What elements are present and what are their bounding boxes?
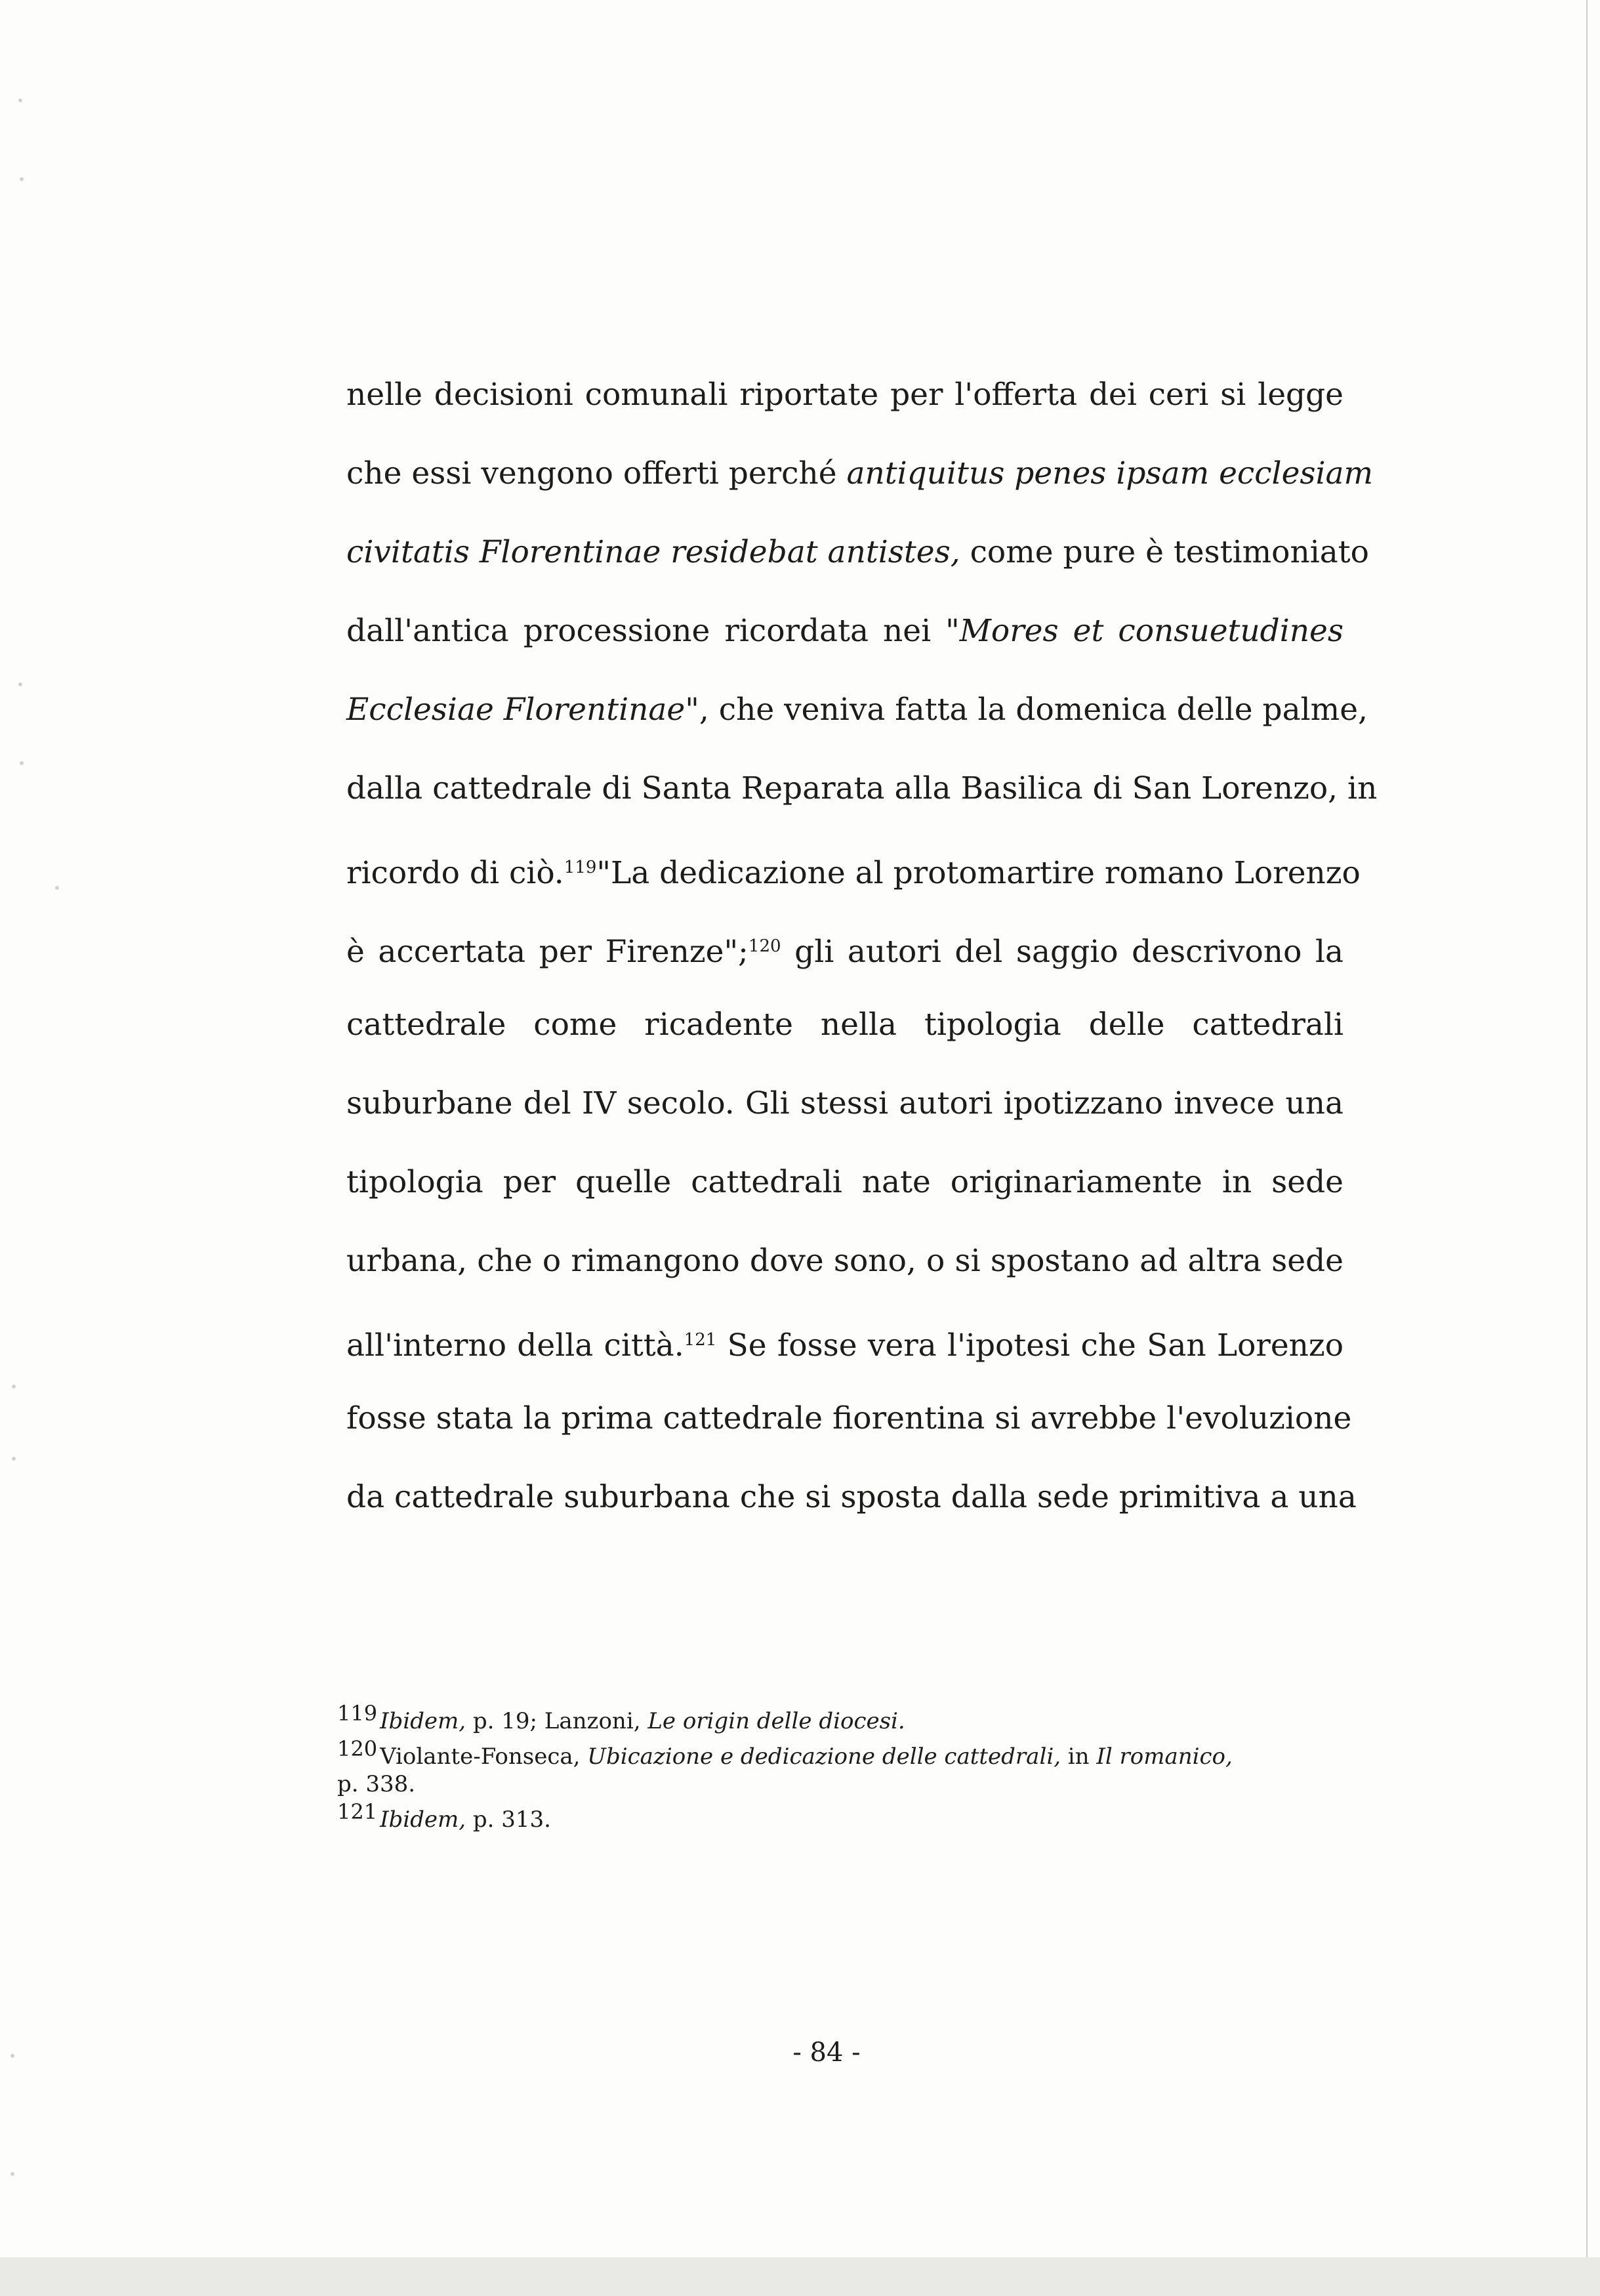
footnote-119: 119 Ibidem, p. 19; Lanzoni, Le origin delle diocesi. — [337, 1701, 905, 1734]
footnotes-section — [337, 1700, 1341, 1833]
text-line: fosse stata la prima cattedrale fiorentina si avrebbe l'evoluzione — [346, 1400, 1352, 1436]
footnote-ref-119: 119 — [564, 858, 597, 877]
punch-hole-mark — [18, 98, 22, 102]
text-line: all'interno della città.$^{121}$ Se fosse vera l'ipotesi che San Lorenzo — [346, 1327, 1344, 1364]
punch-hole-mark — [20, 177, 24, 181]
text-line: Ecclesiae Florentinae", che veniva fatta la domenica delle palme, — [346, 692, 1368, 728]
punch-hole-mark — [20, 761, 24, 765]
punch-hole-mark — [18, 682, 22, 686]
text-line: nelle decisioni comunali riportate per l'offerta dei ceri si legge — [346, 377, 1344, 413]
text-line: urbana, che o rimangono dove sono, o si spostano ad altra sede — [346, 1243, 1344, 1279]
scan-bottom-strip — [0, 2257, 1600, 2296]
text-line: tipologia per quelle cattedrali nate originariamente in sede — [346, 1164, 1344, 1200]
footnote-ref-121: 121 — [684, 1330, 717, 1350]
footnote-120-continuation: p. 338. — [337, 1771, 416, 1797]
punch-hole-mark — [10, 2172, 14, 2176]
text-line: che essi vengono offerti perché antiquitus penes ipsam ecclesiam — [346, 455, 1374, 491]
footnote-120: 120 Violante-Fonseca, Ubicazione e dedicazione delle cattedrali, in Il romanico, — [337, 1736, 1233, 1770]
main-paragraph — [346, 356, 1378, 1537]
page-number: - 84 - — [792, 2037, 861, 2068]
page-edge-shadow — [1586, 0, 1588, 2257]
text-line: dalla cattedrale di Santa Reparata alla Basilica di San Lorenzo, in — [346, 770, 1378, 806]
punch-hole-mark — [10, 2054, 14, 2058]
text-line: da cattedrale suburbana che si sposta dalla sede primitiva a una — [346, 1479, 1357, 1515]
footnote-121: 121 Ibidem, p. 313. — [337, 1799, 551, 1833]
text-line: è accertata per Firenze";$^{120}$ gli autori del saggio descrivono la — [346, 934, 1344, 970]
punch-hole-mark — [55, 886, 59, 890]
text-line: cattedrale come ricadente nella tipologia delle cattedrali — [346, 1007, 1344, 1043]
text-line: civitatis Florentinae residebat antistes, come pure è testimoniato — [346, 534, 1369, 570]
punch-hole-mark — [12, 1385, 16, 1388]
punch-hole-mark — [12, 1457, 16, 1461]
text-line: suburbane del IV secolo. Gli stessi autori ipotizzano invece una — [346, 1085, 1344, 1121]
footnote-ref-120: 120 — [748, 936, 781, 956]
text-line: ricordo di ciò.$^{119}$"La dedicazione al protomartire romano Lorenzo — [346, 855, 1361, 891]
text-line: dall'antica processione ricordata nei "Mores et consuetudines — [346, 613, 1344, 649]
